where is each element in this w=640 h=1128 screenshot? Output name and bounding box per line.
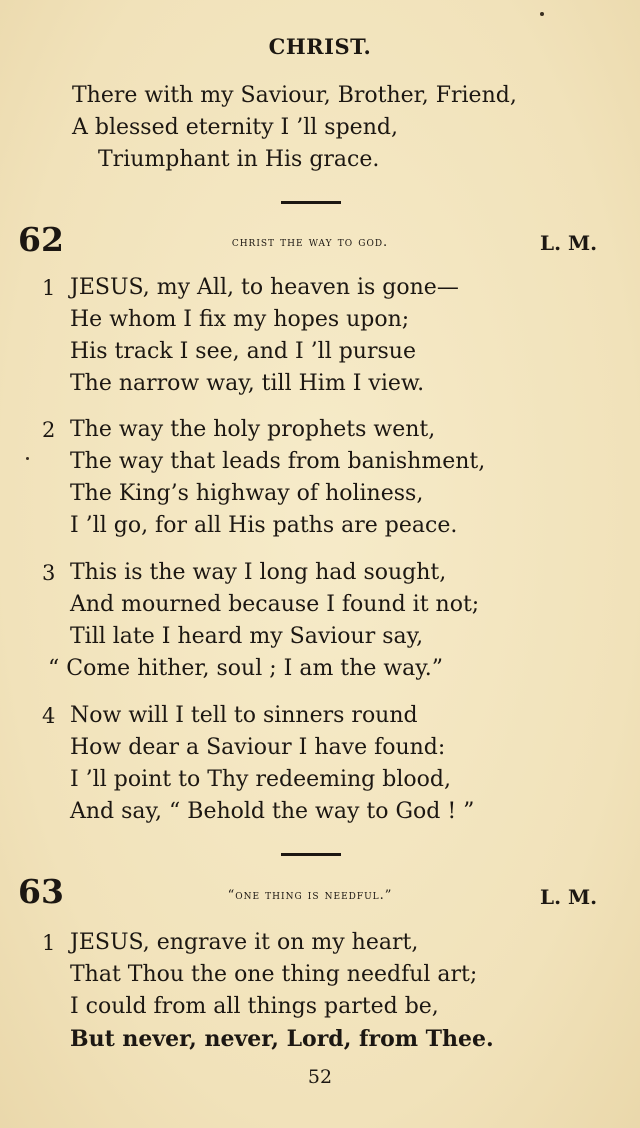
continuation-line: Triumphant in His grace. (98, 147, 380, 172)
verse-line: “ Come hither, soul ; I am the way.” (48, 656, 444, 681)
hymn-title: “one thing is needful.” (227, 888, 393, 903)
verse-line: This is the way I long had sought, (70, 560, 447, 585)
verse-number: 4 (42, 704, 56, 728)
verse-line: How dear a Saviour I have found: (70, 735, 446, 760)
verse-number: 3 (42, 561, 56, 585)
verse-line: The way the holy prophets went, (70, 417, 436, 442)
verse-line: The King’s highway of holiness, (70, 481, 424, 506)
verse-line: I ’ll point to Thy redeeming blood, (70, 767, 451, 792)
verse-line: The way that leads from banishment, (70, 449, 486, 474)
section-divider (281, 853, 341, 856)
ink-speck (540, 12, 544, 16)
verse-line: But never, never, Lord, from Thee. (70, 1026, 494, 1052)
hymn-title: christ the way to god. (231, 235, 389, 250)
running-head: CHRIST. (268, 34, 372, 59)
ink-speck (26, 457, 29, 460)
verse-line: JESUS, engrave it on my heart, (70, 930, 419, 955)
verse-line: Now will I tell to sinners round (70, 703, 418, 728)
hymn-number: 63 (18, 872, 64, 911)
verse-line: I could from all things parted be, (70, 994, 439, 1019)
continuation-line: A blessed eternity I ’ll spend, (72, 115, 398, 140)
verse-line: His track I see, and I ’ll pursue (70, 339, 416, 364)
verse-line: He whom I fix my hopes upon; (70, 307, 410, 332)
verse-line: That Thou the one thing needful art; (70, 962, 478, 987)
verse-line: The narrow way, till Him I view. (70, 371, 425, 396)
hymn-number: 62 (18, 220, 64, 259)
verse-line: I ’ll go, for all His paths are peace. (70, 513, 458, 538)
verse-number: 2 (42, 418, 56, 442)
page-number: 52 (307, 1066, 333, 1088)
verse-line: And say, “ Behold the way to God ! ” (70, 799, 475, 824)
hymn-meter: L. M. (540, 231, 598, 255)
verse-line: JESUS, my All, to heaven is gone— (70, 275, 459, 300)
verse-number: 1 (42, 276, 56, 300)
hymn-meter: L. M. (540, 885, 598, 909)
continuation-line: There with my Saviour, Brother, Friend, (72, 83, 517, 108)
verse-number: 1 (42, 931, 56, 955)
section-divider (281, 201, 341, 204)
verse-line: Till late I heard my Saviour say, (70, 624, 424, 649)
verse-line: And mourned because I found it not; (70, 592, 480, 617)
